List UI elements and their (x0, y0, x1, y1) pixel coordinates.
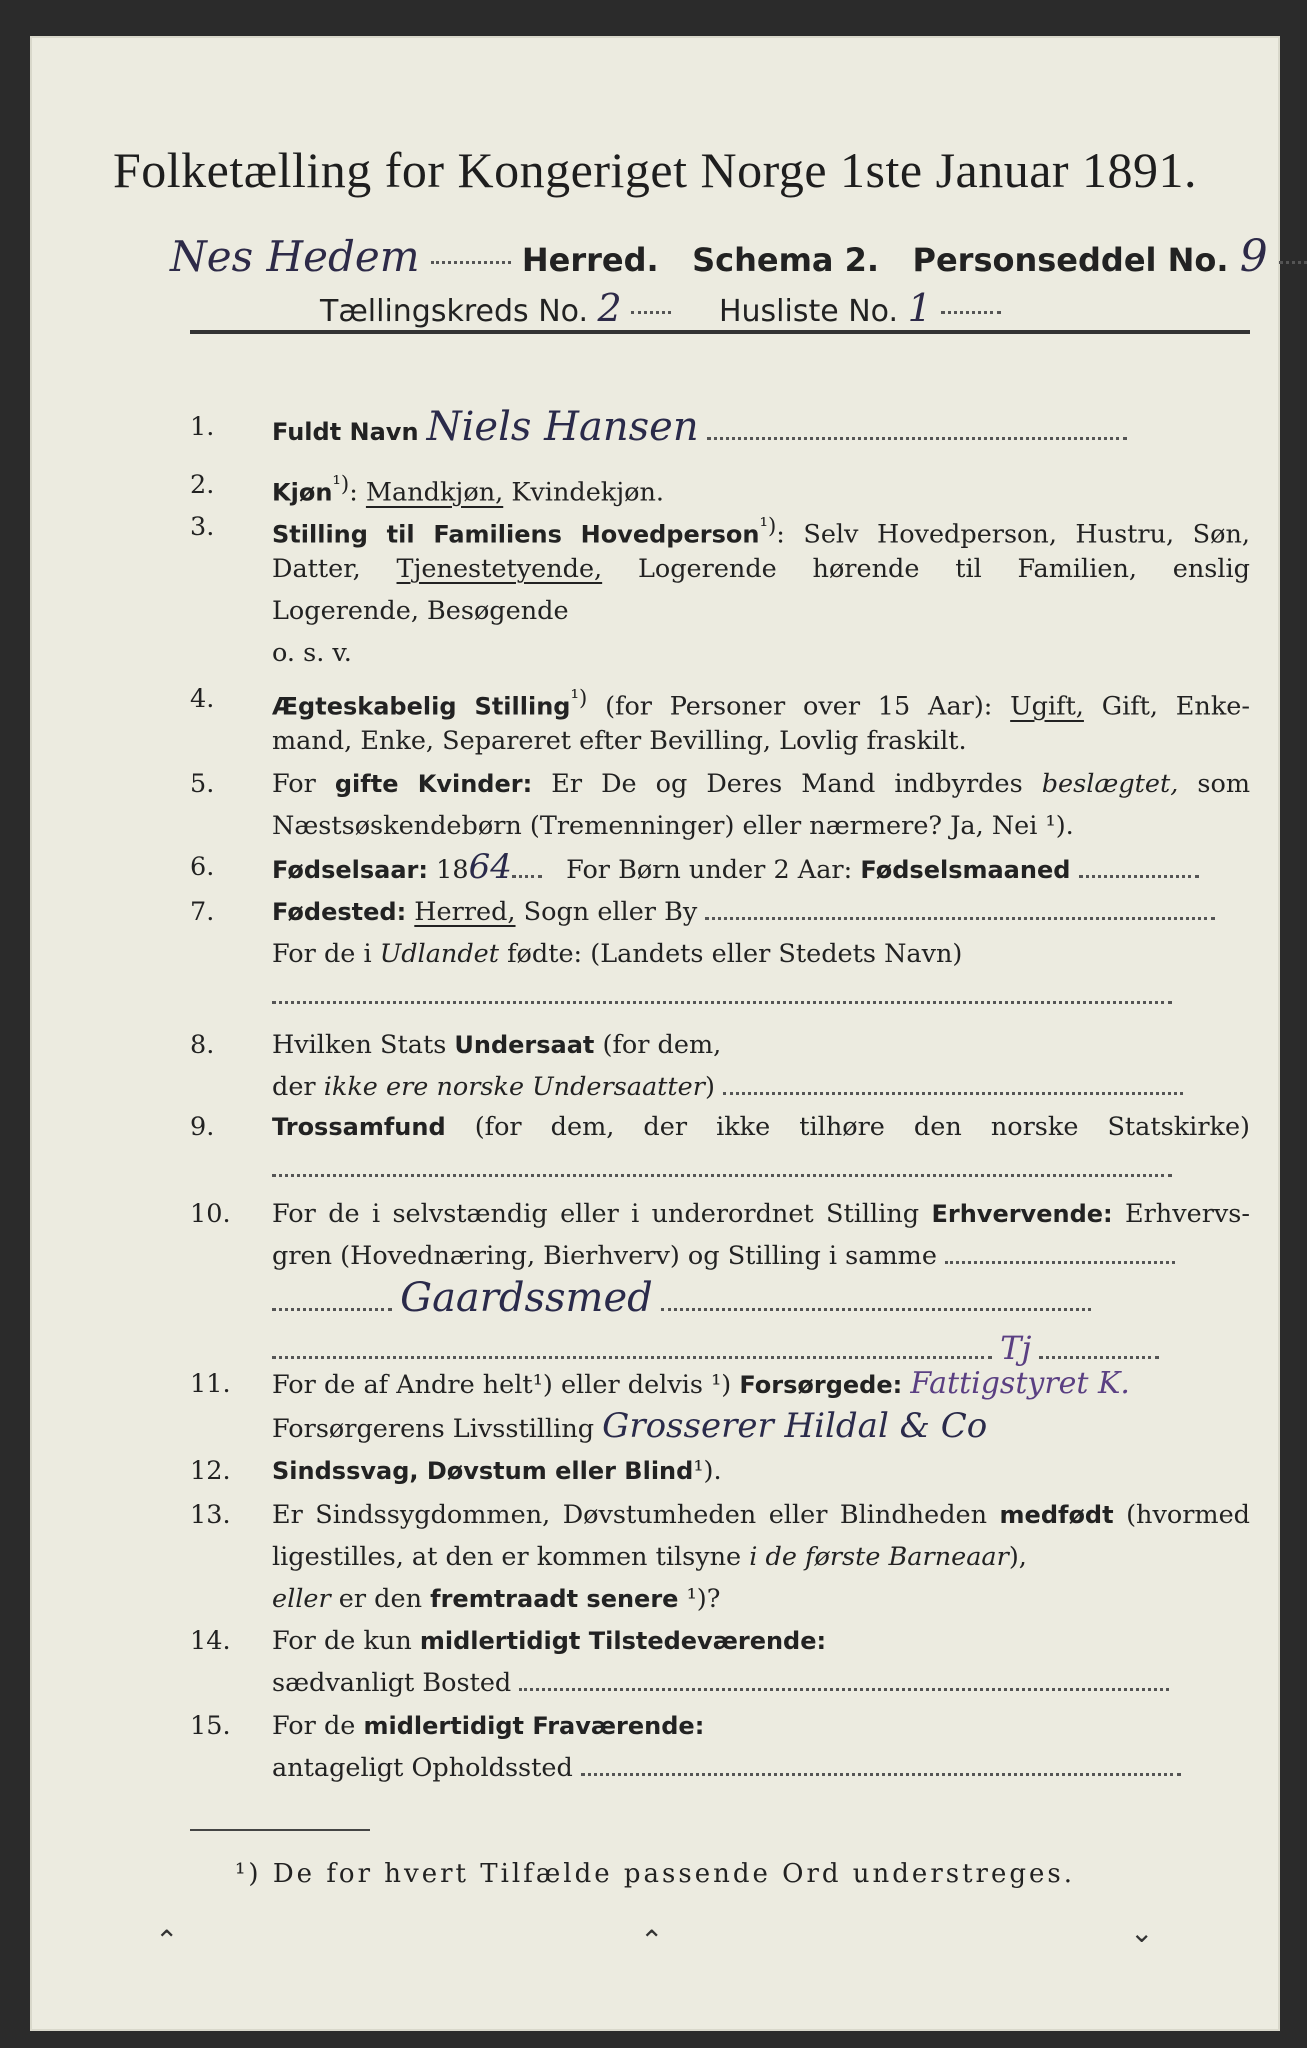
item-9-dots (272, 1174, 1172, 1177)
item-13-question: Er Sindssygdommen, Døvstumheden eller Blindheden (272, 1500, 988, 1530)
item-3-line-4: o. s. v. (272, 638, 352, 668)
item-14-line-2 (272, 1662, 1250, 1704)
item-number: 9. (190, 1112, 215, 1142)
item-8-paren: ) (704, 1072, 715, 1102)
corner-mark-center: ⌃ (640, 1924, 664, 1957)
item-13-eller: eller (272, 1584, 331, 1614)
item-4-line-2: mand, Enke, Separeret efter Bevilling, Lovlig fraskilt. (272, 726, 967, 756)
item-6-label: Fødselsaar: (272, 856, 428, 884)
item-13-line-2 (272, 1536, 1250, 1578)
item-3-option-datter: Datter, (272, 554, 361, 584)
corner-mark-left: ⌃ (155, 1924, 179, 1957)
item-7-line-1 (272, 891, 1250, 933)
item-10-branch: gren (Hovednæring, Bierhverv) og Stilling i samme (272, 1241, 937, 1271)
birth-month-dots (1079, 875, 1199, 878)
item-7-abroad-text: fødte: (Landets eller Stedets Navn) (507, 939, 963, 969)
item-5-for: For (272, 769, 316, 799)
marital-option-ugift: Ugift, (1010, 691, 1084, 722)
item-number: 11. (190, 1369, 231, 1399)
item-number: 15. (190, 1711, 231, 1741)
taellingskreds-value: 2 (597, 286, 622, 330)
item-number: 12. (190, 1456, 231, 1486)
item-12-line (272, 1450, 1250, 1492)
item-7-line-3 (272, 975, 1250, 1017)
item-6-line (272, 846, 1250, 888)
item-4-text (272, 678, 1250, 762)
header-rule (190, 330, 1250, 334)
item-number: 1. (190, 412, 215, 442)
item-number: 3. (190, 512, 215, 542)
birthplace-options: Sogn eller By (523, 897, 698, 927)
item-15-label: midlertidigt Fraværende: (363, 1712, 705, 1740)
item-7-dots (705, 917, 1215, 920)
item-3-line-1: Stilling til Familiens Hovedperson$^{^1)}$: Selv Hovedperson, Hustru, Søn, (272, 514, 1250, 550)
birth-year-prefix: 18 (436, 855, 469, 885)
item-12-tail: ¹). (693, 1456, 722, 1486)
gender-male-option: Mandkjøn, (365, 477, 504, 508)
item-2-label: Kjøn (272, 478, 333, 507)
herred-dots (431, 261, 511, 264)
item-8-line-1 (272, 1024, 1250, 1066)
item-8-dots (723, 1092, 1183, 1095)
item-7-dots-2 (272, 1001, 1172, 1004)
header-kreds-line (320, 286, 1001, 330)
item-8-which-state: Hvilken Stats (272, 1030, 447, 1060)
item-number: 7. (190, 897, 215, 927)
item-10-dots-2a (272, 1308, 392, 1311)
item-5-som: som (1197, 769, 1250, 799)
item-number: 13. (190, 1500, 231, 1530)
item-11-label: Forsørgede: (739, 1371, 903, 1399)
item-10-dots-2b (661, 1308, 1091, 1311)
herred-label: Herred. (521, 241, 659, 279)
item-10-line-2 (272, 1235, 1250, 1277)
item-4-line-1 (272, 678, 1250, 720)
occupation-mark: Tj (1000, 1329, 1032, 1367)
footnote: ¹) De for hvert Tilfælde passende Ord understreges. (234, 1859, 1075, 1889)
item-14-text (272, 1620, 1250, 1704)
census-form-sheet (30, 36, 1280, 2031)
item-13-later-label: fremtraadt senere (430, 1585, 679, 1613)
item-8-der: der (272, 1072, 316, 1102)
item-6-under-2: For Børn under 2 Aar: (566, 855, 853, 885)
item-3-text (272, 506, 1250, 674)
full-name-value: Niels Hansen (426, 404, 699, 450)
item-number: 8. (190, 1030, 215, 1060)
item-number: 10. (190, 1199, 231, 1229)
item-4-sup: ¹) (570, 686, 588, 711)
item-11-provider-label: Forsørgerens Livsstilling (272, 1414, 595, 1444)
item-number: 2. (190, 470, 215, 500)
item-3-option-tjenestetyende: Tjenestetyende, (396, 554, 603, 584)
item-5-related: beslægtet, (1041, 769, 1179, 799)
item-13-congenital-label: medfødt (999, 1501, 1114, 1529)
item-3-label: Stilling til Familiens Hovedperson (272, 520, 760, 549)
item-15-dots (581, 1773, 1181, 1776)
item-7-for: For de i (272, 939, 372, 969)
item-3-line-3: Logerende, Besøgende (272, 596, 569, 626)
item-5-line-2: Næstsøskendebørn (Tremenninger) eller nærmere? Ja, Nei ¹). (272, 811, 1074, 841)
item-8-text (272, 1024, 1250, 1108)
birth-year-dots (512, 875, 542, 878)
birthplace-option-herred: Herred, (414, 897, 516, 927)
item-10-text (272, 1193, 1250, 1369)
item-5-text (272, 763, 1250, 847)
husliste-label: Husliste No. (718, 294, 899, 329)
gender-female-option: Kvindekjøn. (511, 477, 665, 508)
item-7-text (272, 891, 1250, 1017)
item-8-line-2 (272, 1066, 1250, 1108)
item-5-question: Er De og Deres Mand indbyrdes (551, 769, 1023, 799)
item-5-label: gifte Kvinder: (334, 770, 533, 798)
item-11-whole-partial: ¹) eller delvis ¹) (532, 1370, 732, 1400)
item-15-text (272, 1705, 1250, 1789)
item-11-text (272, 1363, 1250, 1447)
taellingskreds-dots (631, 311, 671, 314)
item-13-line-1 (272, 1494, 1250, 1536)
item-10-intro: For de i selvstændig eller i underordnet Stilling (272, 1199, 920, 1229)
item-15-intro: For de (272, 1711, 356, 1741)
item-12-label: Sindssvag, Døvstum eller Blind (272, 1457, 694, 1485)
item-1-dots (707, 437, 1127, 440)
item-number: 5. (190, 769, 215, 799)
item-3-line-2 (272, 548, 1250, 590)
provider-occupation-value: Grosserer Hildal & Co (602, 1406, 988, 1446)
occupation-value: Gaardssmed (400, 1275, 653, 1321)
item-4-condition: (for Personer over 15 Aar): (605, 691, 993, 722)
item-7-line-2 (272, 933, 1250, 975)
item-8-label: Undersaat (454, 1031, 595, 1059)
item-13-first-years: i de første Barneaar (749, 1542, 1009, 1572)
husliste-value: 1 (907, 286, 932, 330)
item-number: 4. (190, 684, 215, 714)
item-3-options-2: Logerende hørende til Familien, enslig (637, 554, 1250, 584)
item-2-sup: ¹) (332, 472, 350, 497)
item-2-line (272, 464, 1250, 506)
item-1-line (272, 406, 1250, 448)
item-11-line-2 (272, 1405, 1250, 1447)
taellingskreds-label: Tællingskreds No. (320, 294, 588, 329)
item-13-hvormed: (hvormed (1126, 1500, 1250, 1530)
item-9-rest: (for dem, der ikke tilhøre den norske Statskirke) (474, 1112, 1251, 1142)
item-2-colon: : (349, 477, 358, 508)
item-5-line-1 (272, 763, 1250, 805)
personseddel-dots (1279, 261, 1307, 264)
herred-value: Nes Hedem (170, 232, 420, 281)
personseddel-value: 9 (1239, 231, 1268, 282)
item-11-line-1 (272, 1363, 1250, 1405)
item-13-er-den: er den (338, 1584, 423, 1614)
item-14-label: midlertidigt Tilstedeværende: (419, 1627, 827, 1655)
item-6-birth-month-label: Fødselsmaaned (860, 856, 1071, 884)
corner-mark-right: ⌄ (1130, 1916, 1154, 1949)
item-3-options-1: Selv Hovedperson, Hustru, Søn, (803, 519, 1250, 550)
marital-options-1: Gift, Enke- (1101, 691, 1250, 722)
item-15-line-1 (272, 1705, 1250, 1747)
item-13-text (272, 1494, 1250, 1620)
item-number: 14. (190, 1626, 231, 1656)
item-10-dots-3a (272, 1356, 992, 1359)
item-10-line-1 (272, 1193, 1250, 1235)
item-8-for-them: (for dem, (602, 1030, 722, 1060)
item-10-label: Erhvervende: (931, 1200, 1113, 1228)
item-14-residence-label: sædvanligt Bosted (272, 1668, 512, 1698)
item-10-dots (945, 1261, 1175, 1264)
item-7-label: Fødested: (272, 898, 407, 926)
header-herred-line (170, 231, 1307, 282)
supported-by-value: Fattigstyret K. (910, 1366, 1130, 1401)
item-10-line-3 (272, 1277, 1250, 1327)
footnote-rule (190, 1829, 370, 1831)
item-9-text (272, 1106, 1250, 1190)
item-14-intro: For de kun (272, 1626, 412, 1656)
item-9-line-2 (272, 1148, 1250, 1190)
schema-label: Schema 2. (692, 241, 880, 279)
item-11-intro: For de af Andre helt (272, 1370, 533, 1400)
item-14-dots (519, 1688, 1169, 1691)
item-13-paren: ), (1008, 1542, 1027, 1572)
item-9-label: Trossamfund (272, 1113, 446, 1141)
item-4-label: Ægteskabelig Stilling (272, 692, 571, 721)
birth-year-value: 64 (468, 847, 512, 887)
item-13-line-3 (272, 1578, 1250, 1620)
item-8-not-norwegian: ikke ere norske Undersaatter (323, 1072, 705, 1102)
item-10-dots-3b (1039, 1356, 1159, 1359)
husliste-dots (941, 311, 1001, 314)
item-9-line-1 (272, 1106, 1250, 1148)
personseddel-label: Personseddel No. (912, 241, 1229, 279)
item-10-trade: Erhvervs- (1124, 1199, 1251, 1229)
item-13-tail: ¹)? (686, 1584, 721, 1614)
item-1-label: Fuldt Navn (272, 418, 419, 446)
item-number: 6. (190, 852, 215, 882)
item-14-line-1 (272, 1620, 1250, 1662)
form-title: Folketælling for Kongeriget Norge 1ste Januar 1891. (112, 142, 1198, 198)
item-15-line-2 (272, 1747, 1250, 1789)
item-15-whereabouts-label: antageligt Opholdssted (272, 1753, 573, 1783)
item-13-equated: ligestilles, at den er kommen tilsyne (272, 1542, 742, 1572)
item-3-sup: ¹) (759, 514, 777, 539)
item-7-abroad: Udlandet (379, 939, 499, 969)
